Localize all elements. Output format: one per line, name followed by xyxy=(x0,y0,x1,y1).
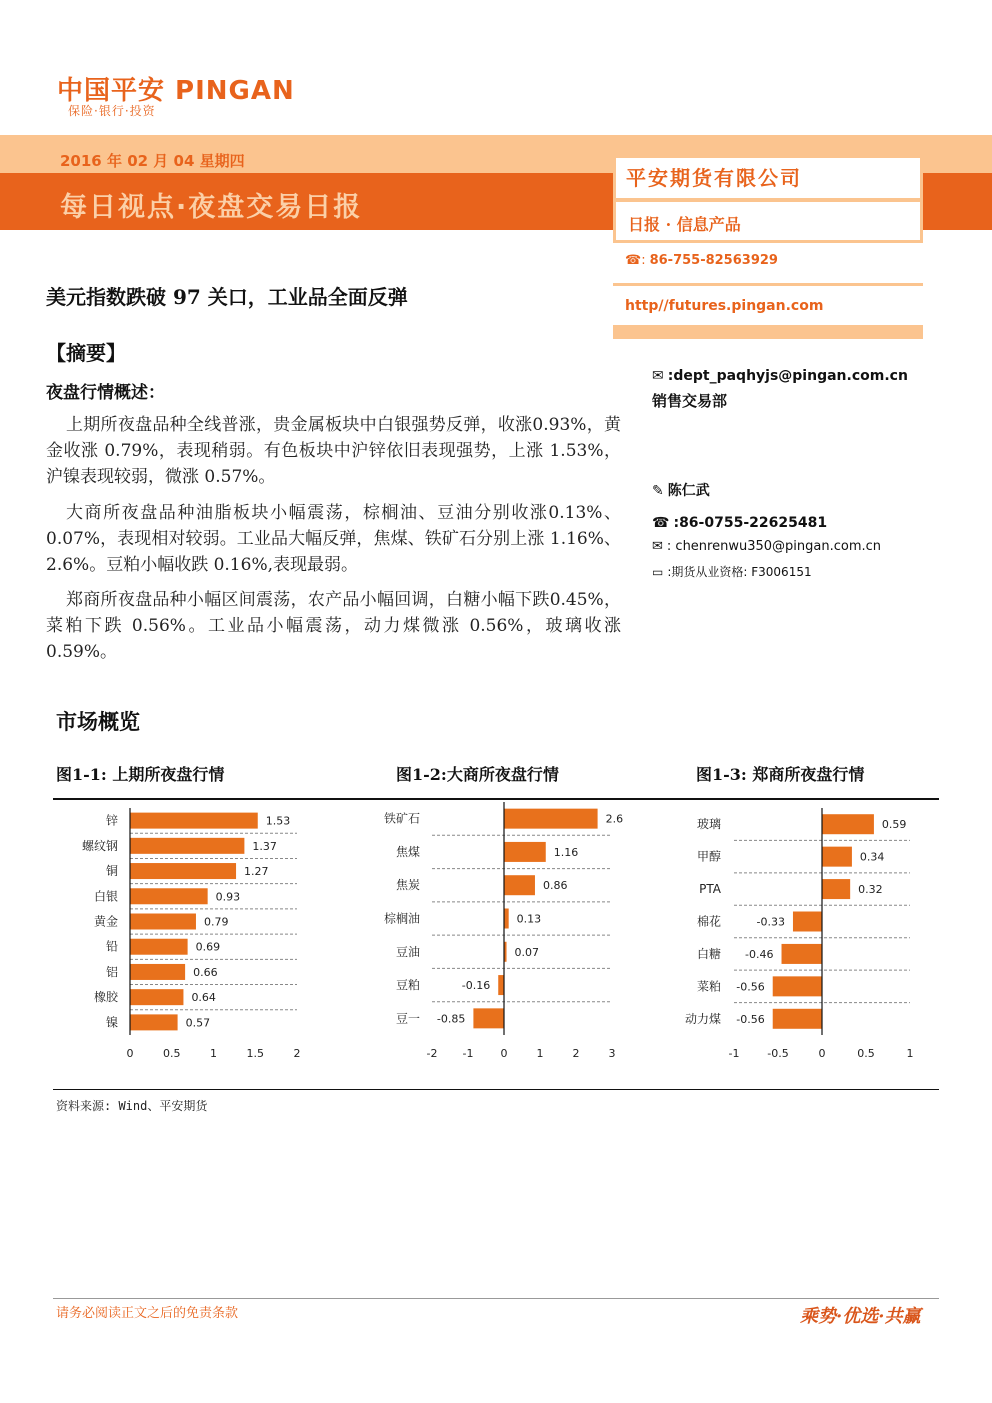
bar-shfe xyxy=(130,964,185,980)
category-label-shfe: 铅 xyxy=(105,939,118,954)
bar-dce xyxy=(504,875,535,895)
phone-icon: ☎ xyxy=(652,515,670,531)
analyst-tel-value: 86-0755-22625481 xyxy=(679,515,828,531)
paragraph-czce: 郑商所夜盘品种小幅区间震荡，农产品小幅回调，白糖小幅下跌0.45%，菜粕下跌 0.56%。工业品小幅震荡，动力煤微涨 0.56%，玻璃收涨 0.59%。 xyxy=(46,590,621,662)
category-label-dce: 豆油 xyxy=(395,944,420,959)
data-label-czce: -0.56 xyxy=(736,980,765,994)
mail-icon: ✉ xyxy=(652,368,664,384)
category-label-shfe: 橡胶 xyxy=(93,990,118,1005)
company-url[interactable]: http//futures.pingan.com xyxy=(625,298,824,314)
tick-label-czce: 0 xyxy=(818,1047,826,1060)
analyst-email[interactable]: ✉ : chenrenwu350@pingan.com.cn xyxy=(652,539,882,554)
dept-email-value: dept_paqhyjs@pingan.com.cn xyxy=(673,368,908,384)
bar-shfe xyxy=(130,863,236,879)
analyst-name-value: 陈仁武 xyxy=(667,483,710,499)
category-label-shfe: 黄金 xyxy=(93,914,118,929)
bar-shfe xyxy=(130,939,188,955)
footer-disclaimer[interactable]: 请务必阅读正文之后的免责条款 xyxy=(56,1306,239,1321)
category-label-shfe: 铜 xyxy=(105,864,118,879)
paragraph-dce: 大商所夜盘品种油脂板块小幅震荡，棕榈油、豆油分别收涨0.13%、0.07%，表现相对较弱。工业品大幅反弹，焦煤、铁矿石分别上涨 1.16%、2.6%。豆粕小幅收跌 0.16%,表现最弱。 xyxy=(46,503,621,575)
bar-czce xyxy=(782,944,822,964)
data-label-dce: 0.86 xyxy=(542,879,568,893)
tick-label-dce: 3 xyxy=(608,1047,616,1060)
tick-label-czce: -0.5 xyxy=(767,1047,789,1060)
category-label-czce: 动力煤 xyxy=(684,1011,721,1026)
bar-shfe xyxy=(130,914,196,930)
data-label-dce: -0.16 xyxy=(461,979,491,993)
tick-label-dce: -1 xyxy=(462,1047,474,1060)
tick-label-dce: 0 xyxy=(500,1047,508,1060)
category-label-shfe: 镍 xyxy=(105,1015,118,1030)
chart-title-dce: 图1-2:大商所夜盘行情 xyxy=(396,765,559,784)
abstract-heading: 【摘要】 xyxy=(46,341,126,365)
bar-czce xyxy=(822,814,874,834)
market-heading: 市场概览 xyxy=(56,709,140,734)
tick-label-dce: 2 xyxy=(572,1047,580,1060)
tick-label-czce: 1 xyxy=(906,1047,914,1060)
category-label-shfe: 铝 xyxy=(105,964,118,979)
category-label-czce: 甲醇 xyxy=(696,849,721,864)
bar-dce xyxy=(504,842,546,862)
brand-tagline: 保险·银行·投资 xyxy=(68,104,156,118)
category-label-dce: 铁矿石 xyxy=(383,811,420,826)
bar-shfe xyxy=(130,888,208,904)
category-label-shfe: 锌 xyxy=(105,813,118,828)
category-label-dce: 棕榈油 xyxy=(383,911,420,926)
bar-czce xyxy=(822,879,850,899)
bar-shfe xyxy=(130,813,258,829)
paragraph-shfe: 上期所夜盘品种全线普涨，贵金属板块中白银强势反弹，收涨0.93%，黄金收涨 0.79%，表现稍弱。有色板块中沪锌依旧表现强势，上涨 1.53%，沪镍表现较弱，微涨 0.57%。 xyxy=(46,415,621,487)
tick-label-shfe: 0 xyxy=(126,1047,134,1060)
chart-title-czce: 图1-3: 郑商所夜盘行情 xyxy=(696,765,865,784)
company-name: 平安期货有限公司 xyxy=(626,166,802,190)
data-label-czce: 0.59 xyxy=(881,818,907,832)
data-label-dce: 1.16 xyxy=(553,845,579,859)
dept-email[interactable]: ✉ :dept_paqhyjs@pingan.com.cn xyxy=(652,368,908,384)
tick-label-shfe: 2 xyxy=(293,1047,301,1060)
bar-dce xyxy=(504,909,509,929)
data-label-czce: -0.33 xyxy=(756,915,785,929)
tick-label-dce: 1 xyxy=(536,1047,544,1060)
bar-czce xyxy=(793,912,822,932)
headline: 美元指数跌破 97 关口，工业品全面反弹 xyxy=(46,285,408,309)
data-label-dce: 0.07 xyxy=(514,945,540,959)
data-label-shfe: 0.66 xyxy=(193,965,218,979)
footer-slogan: 乘势·优选·共赢 xyxy=(800,1306,921,1327)
data-label-shfe: 1.37 xyxy=(252,839,277,853)
bar-czce xyxy=(773,976,822,996)
chart-rule-bottom xyxy=(53,1089,939,1090)
tick-label-czce: -1 xyxy=(728,1047,740,1060)
bar-dce xyxy=(473,1008,504,1028)
data-label-shfe: 0.93 xyxy=(215,890,241,904)
category-label-czce: PTA xyxy=(699,882,721,897)
tick-label-dce: -2 xyxy=(426,1047,438,1060)
category-label-czce: 菜粕 xyxy=(696,979,721,994)
company-phone-value: 86-755-82563929 xyxy=(649,253,778,268)
bar-shfe xyxy=(130,989,183,1005)
bar-shfe xyxy=(130,1014,178,1030)
footer-rule xyxy=(53,1298,939,1299)
bar-dce xyxy=(504,809,598,829)
tick-label-shfe: 1 xyxy=(210,1047,217,1060)
analyst-cert: ▭ :期货从业资格: F3006151 xyxy=(652,565,812,579)
report-date: 2016 年 02 月 04 星期四 xyxy=(60,152,245,170)
mail-icon: ✉ xyxy=(652,539,663,554)
data-label-shfe: 1.27 xyxy=(244,865,269,879)
category-label-shfe: 螺纹钢 xyxy=(81,838,118,853)
data-label-dce: 2.6 xyxy=(605,812,624,826)
category-label-dce: 焦炭 xyxy=(395,878,420,893)
bar-shfe xyxy=(130,838,244,854)
phone-icon: ☎: xyxy=(625,253,646,268)
category-label-dce: 焦煤 xyxy=(395,844,420,859)
data-label-czce: 0.32 xyxy=(858,883,883,897)
data-label-czce: -0.56 xyxy=(736,1012,765,1026)
category-label-shfe: 白银 xyxy=(93,889,118,904)
category-label-czce: 玻璃 xyxy=(696,817,721,832)
category-label-czce: 棉花 xyxy=(696,914,721,929)
bar-dce xyxy=(498,975,504,995)
data-source: 资料来源: Wind、平安期货 xyxy=(56,1099,208,1113)
bar-czce xyxy=(822,847,852,867)
data-label-shfe: 0.79 xyxy=(203,915,229,929)
data-label-shfe: 1.53 xyxy=(265,814,291,828)
data-label-shfe: 0.69 xyxy=(195,940,221,954)
analyst-email-value: chenrenwu350@pingan.com.cn xyxy=(675,539,882,554)
pen-icon: ✎ xyxy=(652,483,664,499)
data-label-shfe: 0.64 xyxy=(191,991,216,1005)
data-label-dce: 0.13 xyxy=(516,912,542,926)
brand-logo: 中国平安 PINGAN xyxy=(57,76,295,106)
tick-label-shfe: 0.5 xyxy=(163,1047,181,1060)
bar-czce xyxy=(773,1009,822,1029)
tick-label-shfe: 1.5 xyxy=(246,1047,264,1060)
data-label-czce: 0.34 xyxy=(859,850,885,864)
category-label-dce: 豆粕 xyxy=(395,978,420,993)
analyst-tel: ☎ :86-0755-22625481 xyxy=(652,515,828,531)
category-label-czce: 白糖 xyxy=(696,946,721,961)
dept-name: 销售交易部 xyxy=(652,392,728,410)
data-label-shfe: 0.57 xyxy=(185,1016,211,1030)
category-label-dce: 豆一 xyxy=(395,1011,420,1026)
book-icon: ▭ xyxy=(652,565,664,579)
report-type: 日报 · 信息产品 xyxy=(628,215,741,234)
tick-label-czce: 0.5 xyxy=(857,1047,875,1060)
chart-title-shfe: 图1-1: 上期所夜盘行情 xyxy=(56,765,225,784)
data-label-czce: -0.46 xyxy=(745,947,774,961)
report-title: 每日视点·夜盘交易日报 xyxy=(60,192,363,223)
overview-heading: 夜盘行情概述： xyxy=(46,383,165,403)
data-label-dce: -0.85 xyxy=(436,1012,466,1026)
analyst-cert-value: 期货从业资格: F3006151 xyxy=(671,565,812,579)
